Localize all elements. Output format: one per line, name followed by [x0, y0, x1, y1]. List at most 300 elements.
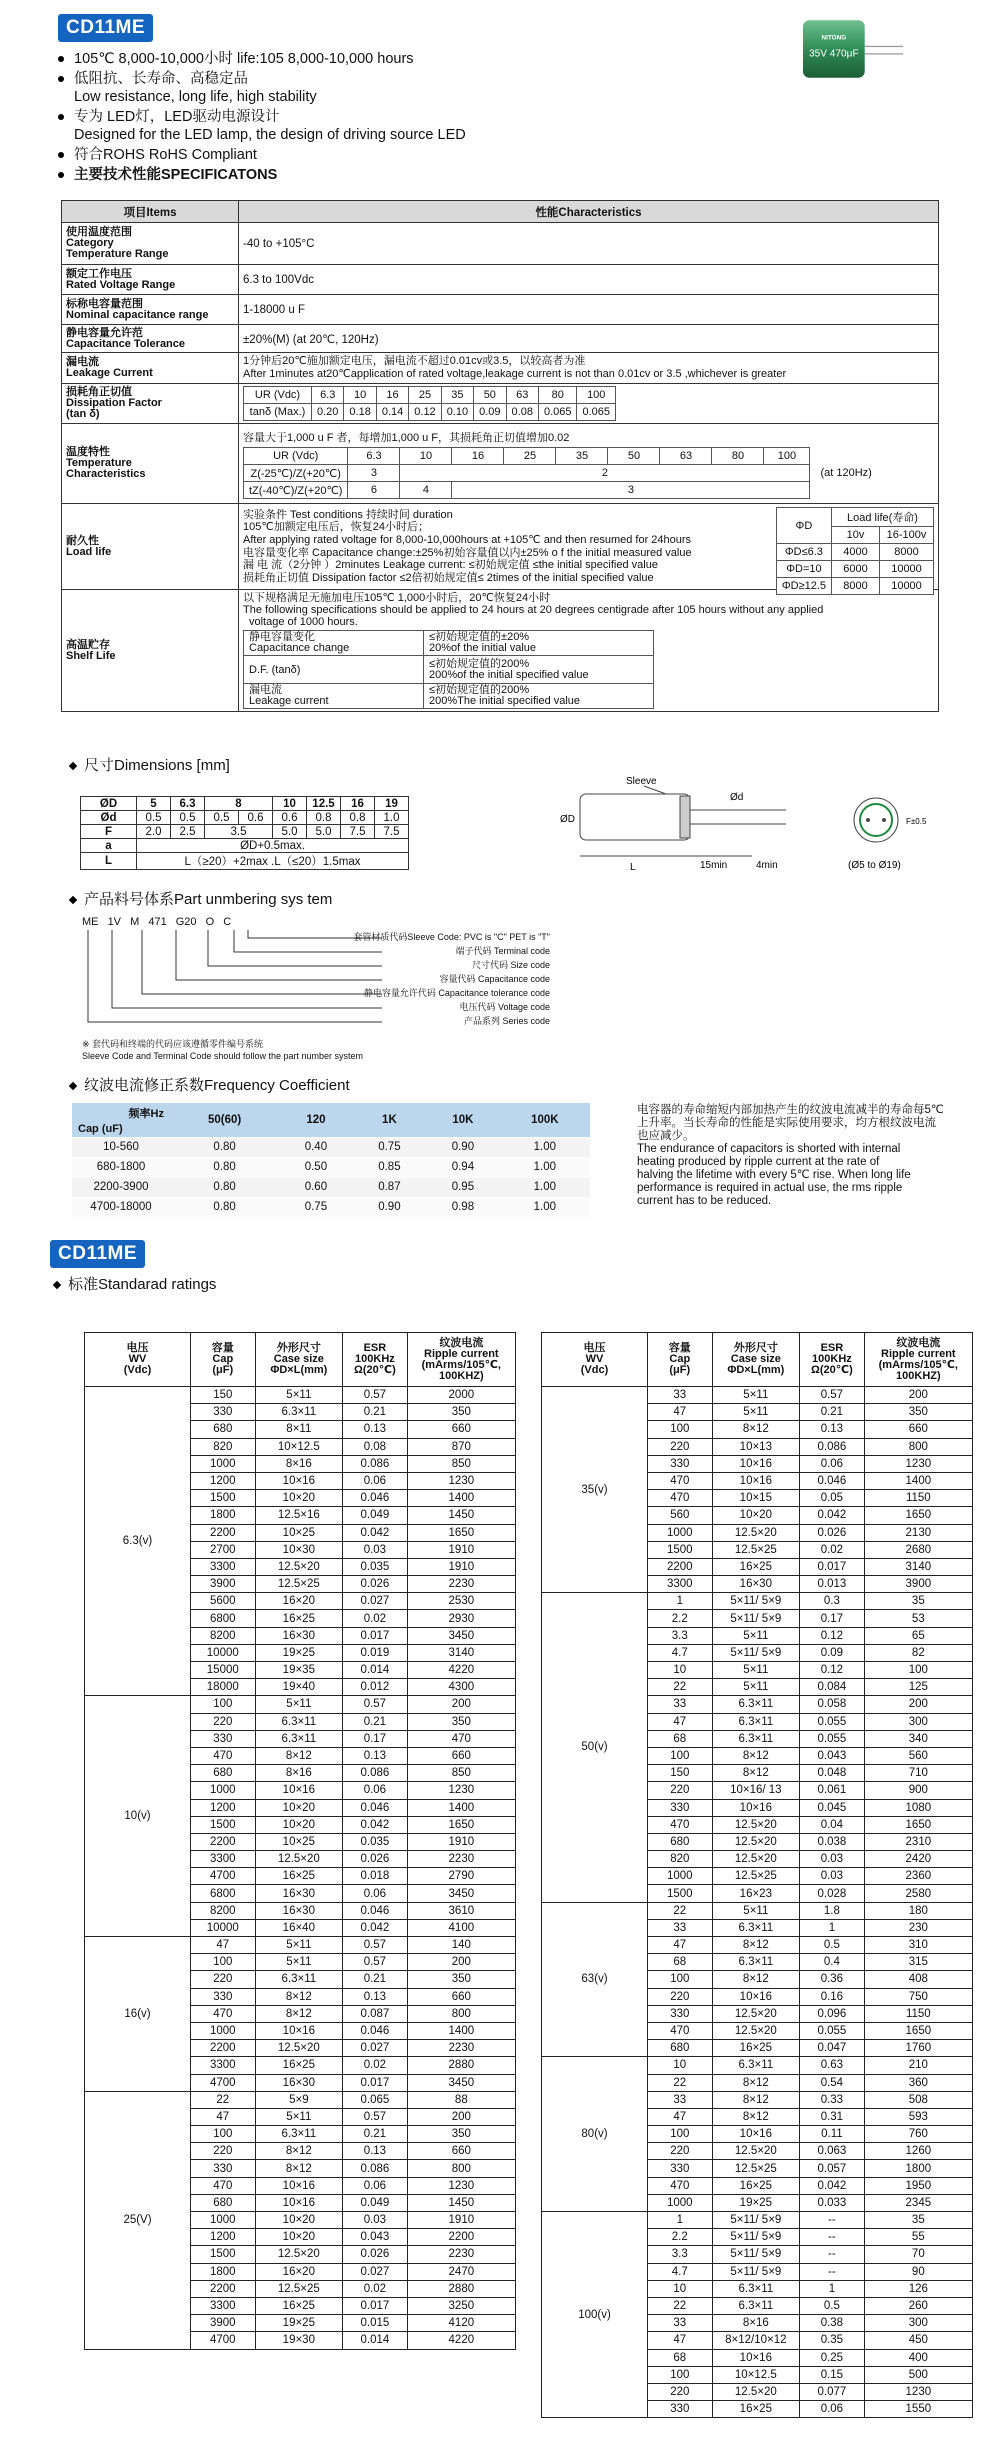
ratings-cell: --	[800, 2263, 865, 2280]
ratings-cell: 4700	[191, 1868, 256, 1885]
ratings-cell: 1000	[191, 1782, 256, 1799]
ratings-cell: 1200	[191, 1472, 256, 1489]
ratings-cell: 0.048	[800, 1765, 865, 1782]
ratings-cell: 330	[648, 1455, 713, 1472]
ratings-cell: 22	[648, 1679, 713, 1696]
ratings-cell: 16×25	[255, 2057, 343, 2074]
ratings-cell: 660	[864, 1421, 972, 1438]
ratings-cell: 16×25	[712, 2177, 800, 2194]
ratings-cell: 0.57	[800, 1387, 865, 1404]
ratings-cell: 0.21	[343, 1971, 408, 1988]
frequency-title: 纹波电流修正系数Frequency Coefficient	[70, 1074, 350, 1095]
ratings-cell: 3300	[191, 2057, 256, 2074]
ratings-cell: 10×20	[255, 1490, 343, 1507]
ratings-cell: 0.018	[343, 1868, 408, 1885]
ratings-cell: 5×11/ 5×9	[712, 1593, 800, 1610]
ratings-cell: 0.16	[800, 1988, 865, 2005]
ratings-cell: 315	[864, 1954, 972, 1971]
ratings-cell: 5×11	[255, 2108, 343, 2125]
ratings-head: 纹波电流 Ripple current (mArms/105℃, 100KHZ)	[407, 1333, 515, 1387]
ratings-cell: 6.3×11	[255, 1971, 343, 1988]
ratings-cell: 0.087	[343, 2005, 408, 2022]
voltage-group: 80(v)	[542, 2057, 648, 2212]
svg-text:L: L	[630, 862, 636, 873]
svg-text:ØD: ØD	[560, 814, 575, 825]
ratings-cell: 10×20	[255, 1816, 343, 1833]
ratings-cell: 0.13	[343, 1747, 408, 1764]
ratings-cell: 710	[864, 1765, 972, 1782]
ratings-cell: 1910	[407, 1558, 515, 1575]
ratings-cell: 12.5×25	[712, 2160, 800, 2177]
ratings-cell: 8×12	[712, 1747, 800, 1764]
ratings-cell: 330	[648, 2160, 713, 2177]
ratings-cell: 33	[648, 2315, 713, 2332]
spec-value: 实验条件 Test conditions 持续时间 duration 105℃加额定电压后，恢复24小时后； After applying rated voltage for 8,000-10,000hours at +105℃ and then resumed for 24hours 电容量变化率 Capacitance change:±25%初始容量值以内±25% o f the initial measured value 漏 电 流（2分钟 ）2minutes Leakage current: ≤初始规定值 ≤the initial specified value 损耗角正切值 Dissipation factor ≤2倍初始规定值≤ 2times of the initial specified value ΦD Load life(寿命) 10v 16-100v ΦD≤6.3 4000 8000 ΦD=10 6000 10000 ΦD≥12.5 8000 10000	[239, 504, 939, 590]
ratings-cell: 1650	[407, 1816, 515, 1833]
ratings-cell: 6.3×11	[712, 1954, 800, 1971]
ratings-cell: 850	[407, 1765, 515, 1782]
spec-key: 损耗角正切值 Dissipation Factor (tan δ)	[62, 384, 239, 424]
ratings-cell: 1450	[407, 1507, 515, 1524]
ratings-cell: 0.57	[343, 1937, 408, 1954]
ratings-cell: 0.017	[800, 1558, 865, 1575]
ratings-cell: 800	[407, 2005, 515, 2022]
ratings-cell: 3900	[864, 1576, 972, 1593]
ratings-cell: 10×20	[255, 1799, 343, 1816]
spec-value: 容量大于1,000 u F 者，每增加1,000 u F，其损耗角正切值增加0.02 UR (Vdc) 6.3 10 16 25 35 50 63 80 100 Z(-25℃)/Z(+20℃) 3 2 tZ(-40℃)/Z(+20℃) 6 4 3 (at 120Hz)	[239, 424, 939, 504]
ratings-cell: 0.57	[343, 1387, 408, 1404]
ratings-row	[542, 2057, 973, 2074]
ratings-cell: 0.013	[800, 1576, 865, 1593]
ratings-cell: 15000	[191, 1662, 256, 1679]
ratings-cell: 220	[648, 2143, 713, 2160]
ratings-cell: 1800	[191, 1507, 256, 1524]
ratings-cell: 0.25	[800, 2349, 865, 2366]
ratings-cell: 2345	[864, 2194, 972, 2211]
spec-key: 额定工作电压 Rated Voltage Range	[62, 265, 239, 295]
feature-list	[64, 50, 704, 186]
ratings-cell: 800	[407, 2160, 515, 2177]
ratings-cell: 5×11	[255, 1387, 343, 1404]
ratings-cell: 0.026	[343, 2246, 408, 2263]
ratings-cell: 8200	[191, 1902, 256, 1919]
ratings-cell: 0.06	[343, 1885, 408, 1902]
capacitor-rating: 35V 470μF	[809, 48, 859, 60]
ratings-cell: 12.5×20	[255, 2246, 343, 2263]
ratings-cell: 0.54	[800, 2074, 865, 2091]
voltage-group: 35(v)	[542, 1387, 648, 1593]
ratings-cell: 2230	[407, 1576, 515, 1593]
ratings-cell: 1230	[407, 1472, 515, 1489]
feature-item: 低阻抗、长寿命、高稳定品 Low resistance, long life, high stability	[64, 70, 704, 106]
ratings-cell: 0.12	[800, 1662, 865, 1679]
ratings-cell: 1230	[407, 2177, 515, 2194]
ratings-cell: 16×25	[255, 2297, 343, 2314]
ratings-cell: 0.049	[343, 1507, 408, 1524]
ratings-cell: 3900	[191, 2315, 256, 2332]
ratings-cell: 1230	[407, 1782, 515, 1799]
ratings-cell: 100	[648, 2366, 713, 2383]
voltage-group: 10(v)	[85, 1696, 191, 1937]
ratings-cell: 1400	[407, 1799, 515, 1816]
spec-header-items: 项目Items	[62, 201, 239, 223]
voltage-group: 63(v)	[542, 1902, 648, 2057]
spec-value: 以下规格满足无施加电压105℃ 1,000小时后，20℃恢复24小时 The following specifications should be applied to 24 hours at 20 degrees centigrade after 105 hours without any applied voltage of 1000 hours. 静电容量变化 Capacitance change ≤初始规定值的±20% 20%of the initial value D.F. (tanδ) ≤初始规定值的200% 200%of the initial specified value 漏电流 Leakage current ≤初始规定值的200% 200%The initial specified value	[239, 590, 939, 712]
ratings-cell: 0.012	[343, 1679, 408, 1696]
ratings-cell: 8×16	[712, 2315, 800, 2332]
ratings-cell: 10×30	[255, 1541, 343, 1558]
ratings-cell: 5×11	[712, 1387, 800, 1404]
ratings-cell: 2880	[407, 2280, 515, 2297]
ratings-cell: 1150	[864, 2005, 972, 2022]
ratings-cell: 0.049	[343, 2194, 408, 2211]
ratings-cell: 8×12	[712, 1971, 800, 1988]
spec-value: 1-18000 u F	[239, 295, 939, 325]
ratings-cell: 0.02	[343, 2057, 408, 2074]
dimensions-table: ØD 5 6.3 8 10 12.5 16 19 Ød 0.5 0.5 0.5 0.6 0.6 0.8 0.8 1.0 F 2.0 2.5 3.5 5.0 5.0 7.5 7.5 a ØD+0.5max. L L（≥20）+2max .L（≤20）1.5max	[80, 796, 409, 870]
ratings-head: 电压 WV (Vdc)	[542, 1333, 648, 1387]
ratings-cell: 5×11/ 5×9	[712, 2263, 800, 2280]
ratings-cell: 65	[864, 1627, 972, 1644]
ratings-cell: 3450	[407, 1885, 515, 1902]
ratings-cell: 12.5×20	[712, 1816, 800, 1833]
ratings-cell: 16×25	[712, 2040, 800, 2057]
ratings-cell: 0.3	[800, 1593, 865, 1610]
ratings-cell: 0.046	[343, 1902, 408, 1919]
ratings-cell: 300	[864, 2315, 972, 2332]
ratings-cell: 140	[407, 1937, 515, 1954]
ratings-cell: 220	[648, 1782, 713, 1799]
ratings-row	[85, 1387, 516, 1404]
ratings-head: 纹波电流 Ripple current (mArms/105℃, 100KHZ)	[864, 1333, 972, 1387]
ratings-cell: 16×25	[712, 2401, 800, 2418]
ratings-cell: 350	[407, 2126, 515, 2143]
ratings-cell: 200	[407, 1954, 515, 1971]
ratings-cell: 100	[648, 2126, 713, 2143]
ratings-cell: 0.077	[800, 2383, 865, 2400]
ratings-cell: 1650	[864, 1507, 972, 1524]
spec-key: 标称电容量范围 Nominal capacitance range	[62, 295, 239, 325]
ratings-cell: 508	[864, 2091, 972, 2108]
ratings-cell: 100	[191, 1696, 256, 1713]
ratings-cell: 330	[191, 2160, 256, 2177]
spec-value: ±20%(M) (at 20℃, 120Hz)	[239, 325, 939, 353]
dimensions-title: 尺寸Dimensions [mm]	[70, 754, 230, 775]
ratings-cell: 470	[648, 1472, 713, 1489]
ratings-cell: 47	[648, 1713, 713, 1730]
ratings-cell: 350	[864, 1404, 972, 1421]
ratings-cell: 0.12	[800, 1627, 865, 1644]
ratings-row	[542, 2212, 973, 2229]
ratings-cell: 0.055	[800, 1713, 865, 1730]
ratings-cell: 5×11	[712, 1404, 800, 1421]
ratings-cell: 0.042	[343, 1919, 408, 1936]
ratings-cell: 10×15	[712, 1490, 800, 1507]
ratings-cell: 0.5	[800, 1937, 865, 1954]
ratings-cell: 6.3×11	[255, 1713, 343, 1730]
ratings-cell: 750	[864, 1988, 972, 2005]
ratings-cell: 125	[864, 1679, 972, 1696]
ratings-cell: 8×12	[712, 1421, 800, 1438]
ratings-cell: 0.014	[343, 2332, 408, 2349]
ratings-row	[85, 1696, 516, 1713]
ratings-cell: 4220	[407, 1662, 515, 1679]
ratings-cell: 100	[864, 1662, 972, 1679]
part-number-diagram: ME 1V M 471 G20 O C 套管材质代码Sleeve Code: PVC is "C" PET is "T" 端子代码 Terminal code 尺寸代码 Size code 容量代码 Capacitance code 静电容量允许代码 Capacitance tolerance code 电压代码 Voltage code 产品系列 Series code ※ 套代码和终端的代码应该遵循零件编号系统 Sleeve Code and Terminal Code should follow the part number system	[82, 916, 550, 1061]
ratings-cell: 2580	[864, 1885, 972, 1902]
ratings-cell: 1260	[864, 2143, 972, 2160]
ratings-cell: 16×30	[712, 1576, 800, 1593]
ratings-cell: 0.015	[343, 2315, 408, 2332]
spec-table	[61, 200, 939, 712]
ratings-cell: 47	[191, 2108, 256, 2125]
ratings-cell: 0.21	[800, 1404, 865, 1421]
ratings-cell: 0.21	[343, 2126, 408, 2143]
ratings-cell: 19×25	[255, 1644, 343, 1661]
ratings-cell: 33	[648, 1387, 713, 1404]
ratings-cell: 2530	[407, 1593, 515, 1610]
ratings-cell: 6800	[191, 1885, 256, 1902]
ratings-cell: 22	[648, 1902, 713, 1919]
ratings-cell: 3140	[407, 1644, 515, 1661]
ratings-cell: 360	[864, 2074, 972, 2091]
ratings-cell: 850	[407, 1455, 515, 1472]
ratings-cell: 0.06	[800, 2401, 865, 2418]
ratings-cell: 0.36	[800, 1971, 865, 1988]
ratings-cell: 10×16	[712, 1988, 800, 2005]
ratings-cell: 800	[864, 1438, 972, 1455]
ratings-cell: 2790	[407, 1868, 515, 1885]
ratings-cell: 4700	[191, 2074, 256, 2091]
ratings-cell: 0.046	[343, 2022, 408, 2039]
ratings-cell: 10×20	[255, 2229, 343, 2246]
ratings-table-left	[84, 1332, 516, 2350]
ratings-cell: 10×16	[712, 1455, 800, 1472]
ratings-cell: 8×12	[255, 1988, 343, 2005]
ratings-cell: 1950	[864, 2177, 972, 2194]
ratings-cell: 6.3×11	[712, 1919, 800, 1936]
ratings-cell: 16×30	[255, 2074, 343, 2091]
ratings-cell: 1400	[407, 1490, 515, 1507]
ratings-cell: 10×16	[712, 1799, 800, 1816]
ratings-cell: 3250	[407, 2297, 515, 2314]
ratings-cell: 220	[191, 2143, 256, 2160]
ratings-cell: 8×12	[255, 2005, 343, 2022]
ratings-cell: 820	[191, 1438, 256, 1455]
ratings-cell: 0.13	[343, 1421, 408, 1438]
ratings-cell: 12.5×16	[255, 1507, 343, 1524]
ratings-cell: 0.065	[343, 2091, 408, 2108]
ratings-cell: 16×25	[712, 1558, 800, 1575]
ratings-cell: 2880	[407, 2057, 515, 2074]
ratings-cell: 100	[648, 1421, 713, 1438]
ratings-cell: 300	[864, 1713, 972, 1730]
ratings-cell: 4.7	[648, 1644, 713, 1661]
ratings-cell: 33	[648, 2091, 713, 2108]
ratings-cell: 150	[648, 1765, 713, 1782]
ratings-cell: 3.3	[648, 1627, 713, 1644]
ratings-head: 外形尺寸 Case size ΦD×L(mm)	[255, 1333, 343, 1387]
spec-key: 耐久性 Load life	[62, 504, 239, 590]
spec-value: -40 to +105°C	[239, 223, 939, 265]
ratings-cell: 12.5×25	[712, 1868, 800, 1885]
ratings-cell: 2230	[407, 2246, 515, 2263]
ratings-cell: 0.084	[800, 1679, 865, 1696]
ratings-cell: 0.06	[343, 2177, 408, 2194]
ratings-cell: 0.04	[800, 1816, 865, 1833]
ratings-cell: 5×11	[255, 1954, 343, 1971]
ratings-cell: 8×12/10×12	[712, 2332, 800, 2349]
ratings-cell: 2700	[191, 1541, 256, 1558]
ratings-cell: 0.15	[800, 2366, 865, 2383]
ratings-cell: 10	[648, 2057, 713, 2074]
ratings-cell: 330	[191, 1404, 256, 1421]
ratings-cell: 8×12	[712, 2074, 800, 2091]
ratings-cell: 0.06	[343, 1782, 408, 1799]
ratings-cell: 1000	[648, 1868, 713, 1885]
ratings-cell: 0.027	[343, 1593, 408, 1610]
pn-tol: M	[130, 916, 140, 928]
svg-text:15min: 15min	[700, 860, 728, 871]
ratings-cell: 210	[864, 2057, 972, 2074]
feature-item: 主要技术性能SPECIFICATONS	[64, 166, 704, 184]
ratings-cell: 0.13	[800, 1421, 865, 1438]
ratings-cell: 0.035	[343, 1833, 408, 1850]
spec-value: 6.3 to 100Vdc	[239, 265, 939, 295]
ratings-cell: 0.06	[343, 1472, 408, 1489]
ratings-row	[542, 1593, 973, 1610]
voltage-group: 16(v)	[85, 1937, 191, 2092]
ratings-cell: 5×11	[712, 1662, 800, 1679]
ratings-cell: 22	[648, 2074, 713, 2091]
ratings-cell: 12.5×20	[712, 2383, 800, 2400]
ratings-cell: 10×16	[255, 2194, 343, 2211]
feature-item: 专为 LED灯，LED驱动电源设计 Designed for the LED lamp, the design of driving source LED	[64, 108, 704, 144]
ratings-cell: 0.57	[343, 1696, 408, 1713]
frequency-note: 电容器的寿命缩短内部加热产生的纹波电流减半的寿命每5℃ 上升率。当长寿命的性能是实际使用要求，均方根纹波电流 也应减少。 The endurance of capacitors is shorted with internal heating produced by ripple current at the rate of halving the lifetime with every 5℃ rise. When long life performance is required in actual use, the rms ripple current has to be reduced.	[637, 1104, 944, 1207]
ratings-cell: 1200	[191, 2229, 256, 2246]
ratings-cell: 230	[864, 1919, 972, 1936]
ratings-cell: 100	[191, 1954, 256, 1971]
ratings-cell: 0.21	[343, 1404, 408, 1421]
ratings-cell: 0.033	[800, 2194, 865, 2211]
pn-voltage: 1V	[107, 916, 122, 928]
ratings-cell: 0.096	[800, 2005, 865, 2022]
ratings-cell: 1910	[407, 2212, 515, 2229]
voltage-group: 50(v)	[542, 1593, 648, 1902]
ratings-cell: 8×12	[712, 2108, 800, 2125]
ratings-cell: 330	[648, 2401, 713, 2418]
ratings-cell: 3450	[407, 2074, 515, 2091]
ratings-cell: 5×11/ 5×9	[712, 1644, 800, 1661]
ratings-cell: 0.043	[800, 1747, 865, 1764]
ratings-cell: 0.5	[800, 2297, 865, 2314]
ratings-cell: 3300	[648, 1576, 713, 1593]
ratings-cell: 6.3×11	[255, 1404, 343, 1421]
ratings-cell: 220	[191, 1713, 256, 1730]
ratings-cell: 2200	[407, 2229, 515, 2246]
ratings-cell: 1	[648, 2212, 713, 2229]
ratings-cell: 0.042	[800, 1507, 865, 1524]
ratings-head: 容量 Cap (μF)	[191, 1333, 256, 1387]
load-life-table: ΦD Load life(寿命) 10v 16-100v ΦD≤6.3 4000 8000 ΦD=10 6000 10000 ΦD≥12.5 8000 10000	[776, 507, 934, 595]
ratings-cell: 12.5×20	[712, 2022, 800, 2039]
ratings-cell: 1400	[864, 1472, 972, 1489]
ratings-cell: 470	[191, 2177, 256, 2194]
svg-text:Ød: Ød	[730, 792, 744, 803]
ratings-cell: 1500	[191, 2246, 256, 2263]
ratings-cell: 19×25	[255, 2315, 343, 2332]
series-badge: CD11ME	[58, 14, 153, 42]
ratings-cell: 3300	[191, 2297, 256, 2314]
ratings-cell: 3140	[864, 1558, 972, 1575]
ratings-cell: 150	[191, 1387, 256, 1404]
ratings-cell: 0.026	[800, 1524, 865, 1541]
part-number-title: 产品料号体系Part unmbering sys tem	[70, 888, 332, 909]
ratings-cell: 2000	[407, 1387, 515, 1404]
ratings-cell: 5×11	[712, 1679, 800, 1696]
ratings-cell: 330	[191, 1988, 256, 2005]
ratings-cell: 0.05	[800, 1490, 865, 1507]
ratings-cell: 12.5×25	[255, 1576, 343, 1593]
ratings-cell: 47	[648, 2108, 713, 2125]
ratings-cell: 10×16	[255, 2177, 343, 2194]
ratings-cell: 10×13	[712, 1438, 800, 1455]
ratings-cell: 10000	[191, 1919, 256, 1936]
pn-series: ME	[82, 916, 99, 928]
ratings-cell: 22	[191, 2091, 256, 2108]
ratings-cell: 330	[648, 1799, 713, 1816]
ratings-cell: 450	[864, 2332, 972, 2349]
ratings-cell: 1000	[648, 1524, 713, 1541]
ratings-cell: 0.046	[800, 1472, 865, 1489]
ratings-cell: 8×11	[255, 1421, 343, 1438]
ratings-cell: 0.043	[343, 2229, 408, 2246]
ratings-cell: 5×9	[255, 2091, 343, 2108]
ratings-cell: 470	[648, 2177, 713, 2194]
ratings-cell: 680	[648, 1833, 713, 1850]
ratings-cell: 330	[648, 2005, 713, 2022]
ratings-cell: 0.058	[800, 1696, 865, 1713]
ratings-cell: 10×16	[255, 1782, 343, 1799]
ratings-cell: 18000	[191, 1679, 256, 1696]
ratings-cell: 6.3×11	[712, 1730, 800, 1747]
ratings-cell: 10	[648, 1662, 713, 1679]
ratings-cell: 220	[648, 2383, 713, 2400]
ratings-cell: 10	[648, 2280, 713, 2297]
ratings-cell: 470	[648, 2022, 713, 2039]
ratings-cell: 260	[864, 2297, 972, 2314]
ratings-cell: 8×12	[712, 2091, 800, 2108]
ratings-cell: 340	[864, 1730, 972, 1747]
ratings-cell: 19×25	[712, 2194, 800, 2211]
ratings-cell: 0.027	[343, 2263, 408, 2280]
capacitor-brand: NITONG	[821, 34, 847, 42]
ratings-cell: 8×12	[255, 1747, 343, 1764]
ratings-cell: 350	[407, 1713, 515, 1730]
ratings-cell: 1230	[864, 2383, 972, 2400]
ratings-cell: 2130	[864, 1524, 972, 1541]
ratings-cell: 0.57	[343, 2108, 408, 2125]
ratings-cell: 0.21	[343, 1713, 408, 1730]
ratings-cell: 1500	[191, 1816, 256, 1833]
ratings-cell: 660	[407, 1421, 515, 1438]
ratings-cell: 1	[800, 2280, 865, 2297]
ratings-cell: 0.026	[343, 1851, 408, 1868]
ratings-cell: 0.02	[800, 1541, 865, 1558]
ratings-table-right	[541, 1332, 973, 2418]
ratings-cell: 47	[648, 1404, 713, 1421]
